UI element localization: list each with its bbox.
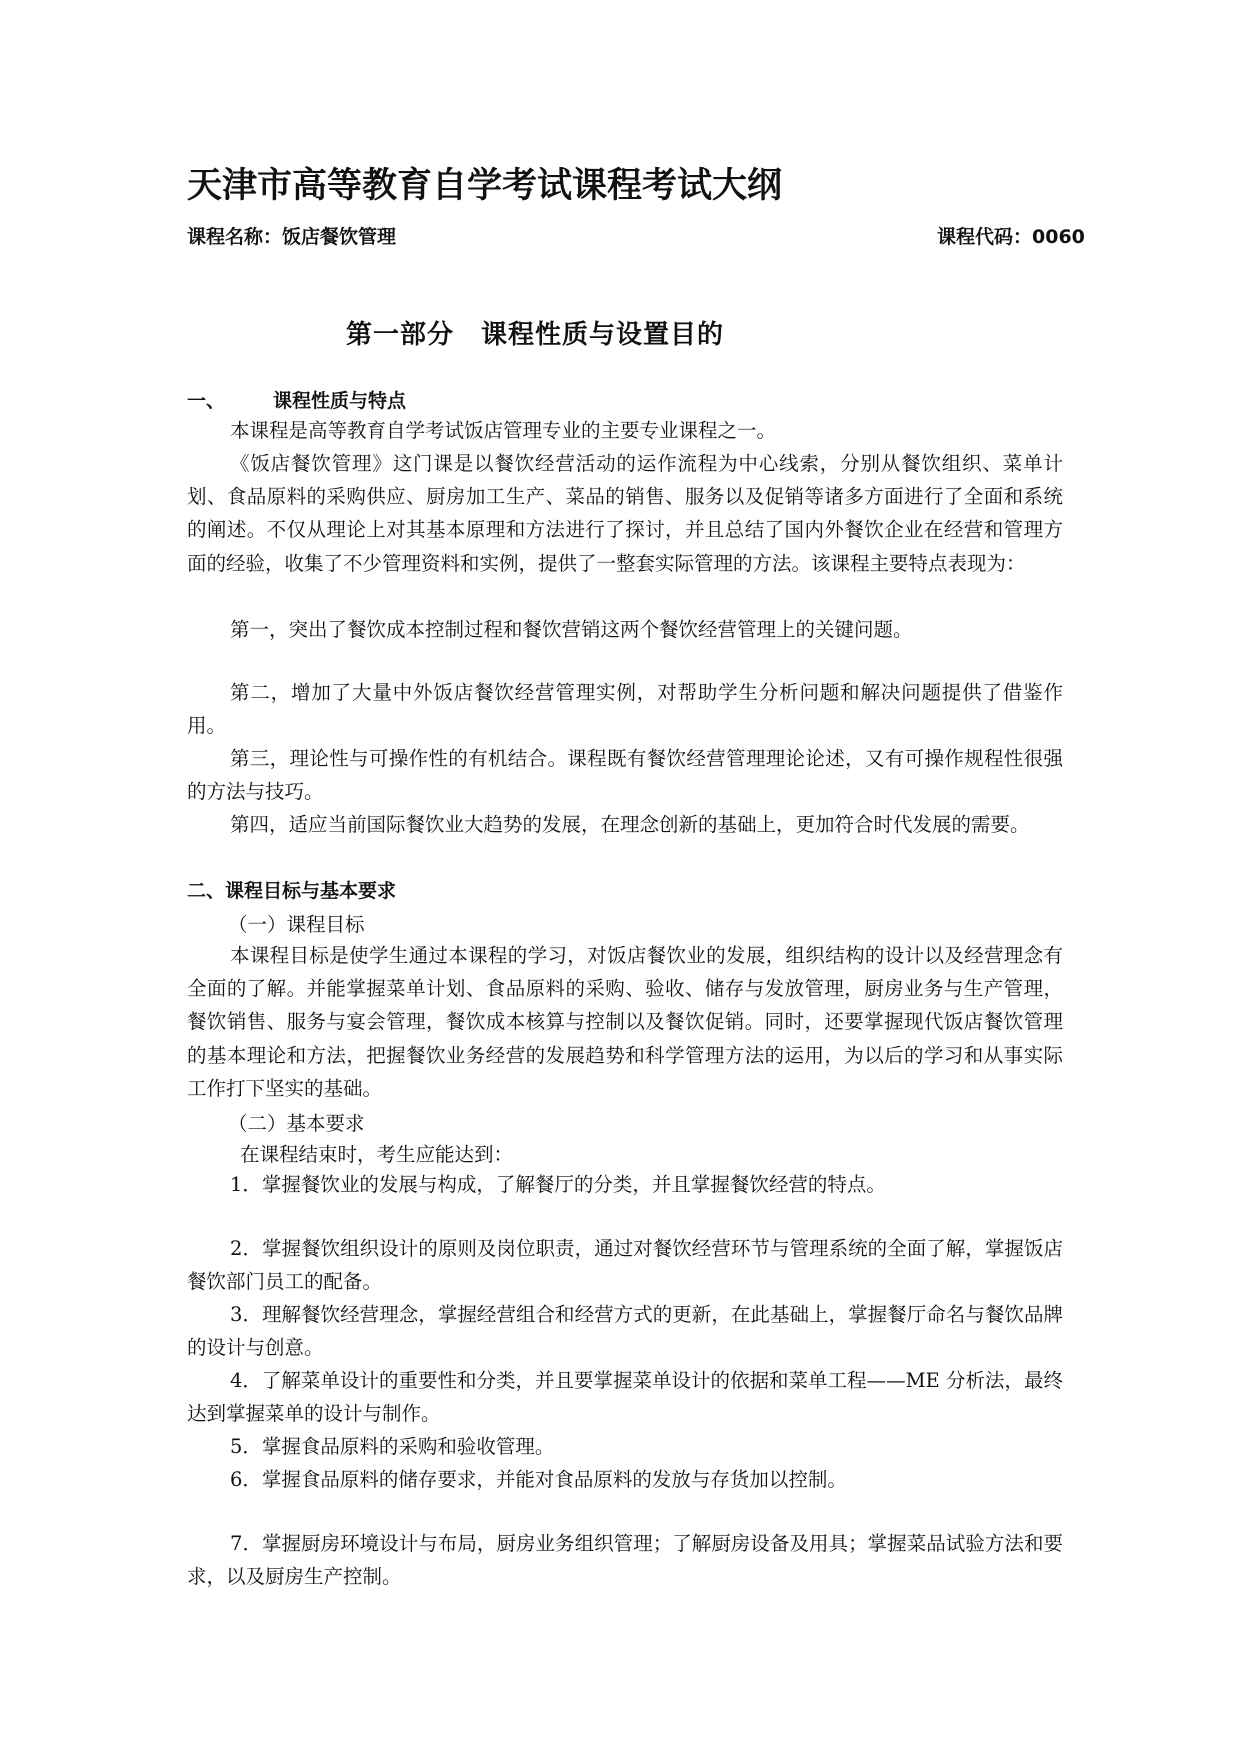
requirement-item: 1．掌握餐饮业的发展与构成，了解餐厅的分类，并且掌握餐饮经营的特点。 <box>230 1173 886 1196</box>
course-name: 课程名称：饭店餐饮管理 <box>187 226 397 248</box>
requirement-item: 6．掌握食品原料的储存要求，并能对食品原料的发放与存货加以控制。 <box>230 1468 847 1491</box>
requirement-item: 2．掌握餐饮组织设计的原则及岗位职责，通过对餐饮经营环节与管理系统的全面了解，掌握饭店餐饮部门员工的配备。 <box>187 1237 1063 1294</box>
section1-paragraph: 第三，理论性与可操作性的有机结合。课程既有餐饮经营管理理论论述，又有可操作规程性很强的方法与技巧。 <box>187 747 1063 804</box>
requirement-item: 5．掌握食品原料的采购和验收管理。 <box>230 1435 555 1458</box>
section2-heading: 二、课程目标与基本要求 <box>187 880 397 902</box>
subsection-heading: （二）基本要求 <box>228 1112 365 1135</box>
section1-paragraph: 第二，增加了大量中外饭店餐饮经营管理实例，对帮助学生分析问题和解决问题提供了借鉴作用。 <box>187 681 1063 738</box>
section1-heading: 课程性质与特点 <box>273 390 407 412</box>
requirement-item: 7．掌握厨房环境设计与布局，厨房业务组织管理；了解厨房设备及用具；掌握菜品试验方法和要求，以及厨房生产控制。 <box>187 1532 1063 1589</box>
requirement-item: 3．理解餐饮经营理念，掌握经营组合和经营方式的更新，在此基础上，掌握餐厅命名与餐饮品牌的设计与创意。 <box>187 1303 1063 1360</box>
section1-paragraph: 第四，适应当前国际餐饮业大趋势的发展，在理念创新的基础上，更加符合时代发展的需要。 <box>230 813 1030 836</box>
requirements-intro: 在课程结束时，考生应能达到： <box>240 1143 514 1166</box>
requirement-item: 4．了解菜单设计的重要性和分类，并且要掌握菜单设计的依据和菜单工程——ME 分析法，最终达到掌握菜单的设计与制作。 <box>187 1369 1063 1426</box>
course-code: 课程代码：0060 <box>937 226 1085 248</box>
subsection-heading: （一）课程目标 <box>228 913 365 936</box>
section1-number: 一、 <box>187 390 226 412</box>
part-heading: 第一部分 课程性质与设置目的 <box>346 320 725 350</box>
document-title: 天津市高等教育自学考试课程考试大纲 <box>187 166 783 206</box>
section1-paragraph: 第一，突出了餐饮成本控制过程和餐饮营销这两个餐饮经营管理上的关键问题。 <box>230 618 913 641</box>
section1-paragraph: 《饭店餐饮管理》这门课是以餐饮经营活动的运作流程为中心线索，分别从餐饮组织、菜单计划、食品原料的采购供应、厨房加工生产、菜品的销售、服务以及促销等诸多方面进行了全面和系统的阐述。不仅从理论上对其基本原理和方法进行了探讨，并且总结了国内外餐饮企业在经营和管理方面的经验，收集了不少管理资料和实例，提供了一整套实际管理的方法。该课程主要特点表现为： <box>187 452 1063 575</box>
section1-paragraph: 本课程是高等教育自学考试饭店管理专业的主要专业课程之一。 <box>230 419 777 442</box>
section2-paragraph: 本课程目标是使学生通过本课程的学习，对饭店餐饮业的发展，组织结构的设计以及经营理念有全面的了解。并能掌握菜单计划、食品原料的采购、验收、储存与发放管理，厨房业务与生产管理，餐饮销售、服务与宴会管理，餐饮成本核算与控制以及餐饮促销。同时，还要掌握现代饭店餐饮管理的基本理论和方法，把握餐饮业务经营的发展趋势和科学管理方法的运用，为以后的学习和从事实际工作打下坚实的基础。 <box>187 944 1063 1100</box>
